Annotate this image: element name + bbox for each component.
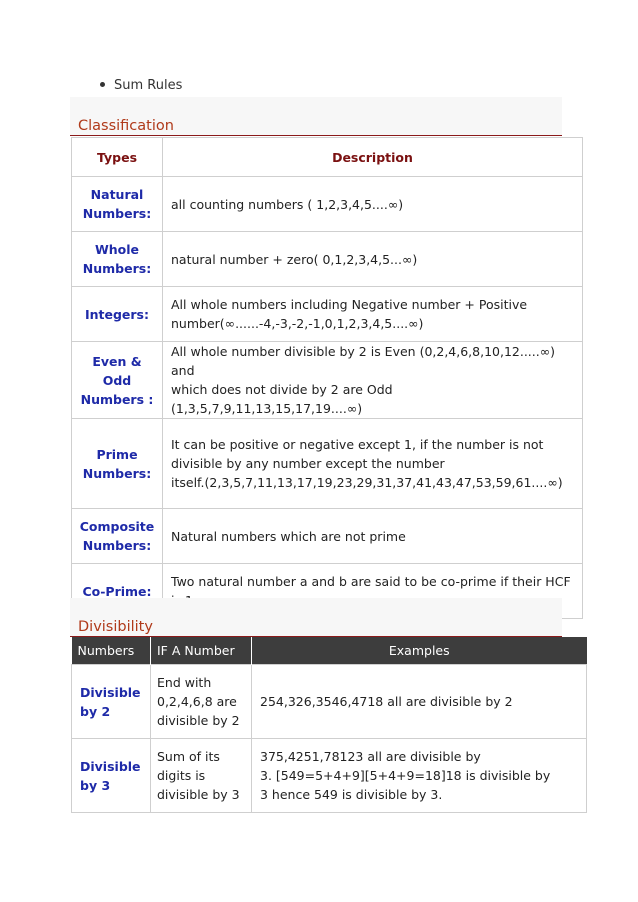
description-cell xyxy=(163,287,583,342)
classification-row xyxy=(72,177,583,232)
cell-line: Natural numbers which are not prime xyxy=(171,528,406,544)
classification-row xyxy=(72,419,583,509)
description-cell xyxy=(163,177,583,232)
type-cell xyxy=(72,287,163,342)
cell-line: itself.(2,3,5,7,11,13,17,19,23,29,31,37,41,43,47,53,59,61....∞) xyxy=(171,475,563,490)
cell-line: Divisible xyxy=(80,758,141,774)
cell-line: Whole xyxy=(94,242,140,257)
classification-row xyxy=(72,342,583,419)
cell-line: divisible by 3 xyxy=(157,787,240,802)
condition-cell xyxy=(151,665,252,739)
cell-line: which does not divide by 2 are Odd (1,3,5,7,9,11,13,15,17,19....∞) xyxy=(171,382,393,416)
cell-line: Numbers: xyxy=(82,465,152,481)
column-header-types: Types xyxy=(72,138,163,177)
classification-table xyxy=(71,137,583,619)
cell-line: divisible by 2 xyxy=(157,713,240,728)
rule-label-cell xyxy=(72,665,151,739)
bullet-dot-icon xyxy=(100,82,105,87)
cell-line: All whole numbers including Negative number + Positive xyxy=(171,297,528,312)
cell-line: by 2 xyxy=(80,703,111,719)
cell-line: It can be positive or negative except 1, if the number is not xyxy=(171,437,544,452)
cell-line: 3. [549=5+4+9][5+4+9=18]18 is divisible by xyxy=(260,768,551,783)
condition-cell xyxy=(151,739,252,813)
cell-line: 0,2,4,6,8 are xyxy=(157,694,237,709)
cell-line: digits is xyxy=(157,768,206,783)
cell-line: Divisible xyxy=(80,684,141,700)
description-cell xyxy=(163,342,583,419)
type-cell xyxy=(72,342,163,419)
cell-line: 375,4251,78123 all are divisible by xyxy=(260,749,481,764)
cell-line: Co-Prime: xyxy=(82,583,152,599)
type-cell xyxy=(72,509,163,564)
cell-line: Numbers : xyxy=(80,391,154,407)
cell-line: End with xyxy=(157,675,212,690)
cell-line: all counting numbers ( 1,2,3,4,5....∞) xyxy=(171,196,404,212)
divisibility-header-row xyxy=(72,637,587,665)
cell-line: 254,326,3546,4718 all are divisible by 2 xyxy=(260,694,513,709)
classification-row xyxy=(72,232,583,287)
divisibility-row xyxy=(72,665,587,739)
cell-line: 3 hence 549 is divisible by 3. xyxy=(260,787,443,802)
cell-line: Prime xyxy=(96,446,138,462)
cell-line: divisible by any number except the number xyxy=(171,456,445,471)
examples-cell xyxy=(252,739,587,813)
classification-heading xyxy=(70,97,562,136)
classification-header-row xyxy=(72,138,583,177)
divisibility-title: Divisibility xyxy=(78,619,153,635)
cell-line: All whole number divisible by 2 is Even (0,2,4,6,8,10,12.....∞) and xyxy=(171,344,556,378)
column-header-examples: Examples xyxy=(252,637,587,665)
divisibility-row xyxy=(72,739,587,813)
bullet-item-sum-rules xyxy=(100,78,182,93)
column-header-description: Description xyxy=(163,138,583,177)
type-cell xyxy=(72,419,163,509)
type-cell xyxy=(72,177,163,232)
divisibility-heading xyxy=(70,598,562,637)
cell-line: Numbers: xyxy=(82,206,152,221)
cell-line: Natural xyxy=(90,187,144,202)
description-cell xyxy=(163,419,583,509)
column-header-numbers: Numbers xyxy=(72,637,151,665)
description-cell xyxy=(163,232,583,287)
cell-line: by 3 xyxy=(80,777,111,793)
cell-line: Composite xyxy=(79,519,155,534)
examples-cell xyxy=(252,665,587,739)
description-cell xyxy=(163,509,583,564)
cell-line: Odd xyxy=(102,372,132,388)
classification-title: Classification xyxy=(78,118,174,134)
cell-line: Integers: xyxy=(84,306,150,322)
bullet-text: Sum Rules xyxy=(114,78,183,93)
cell-line: Even & xyxy=(92,353,142,369)
classification-row xyxy=(72,287,583,342)
cell-line: Numbers: xyxy=(82,538,152,553)
cell-line: number(∞......-4,-3,-2,-1,0,1,2,3,4,5....∞) xyxy=(171,316,424,331)
type-cell xyxy=(72,232,163,287)
divisibility-table xyxy=(71,637,587,813)
column-header-if-a-number: IF A Number xyxy=(151,637,252,665)
rule-label-cell xyxy=(72,739,151,813)
classification-row xyxy=(72,509,583,564)
cell-line: natural number + zero( 0,1,2,3,4,5...∞) xyxy=(171,251,418,267)
cell-line: Two natural number a and b are said to be co-prime if their HCF xyxy=(171,574,571,589)
cell-line: Numbers: xyxy=(82,261,152,276)
cell-line: Sum of its xyxy=(157,749,220,764)
